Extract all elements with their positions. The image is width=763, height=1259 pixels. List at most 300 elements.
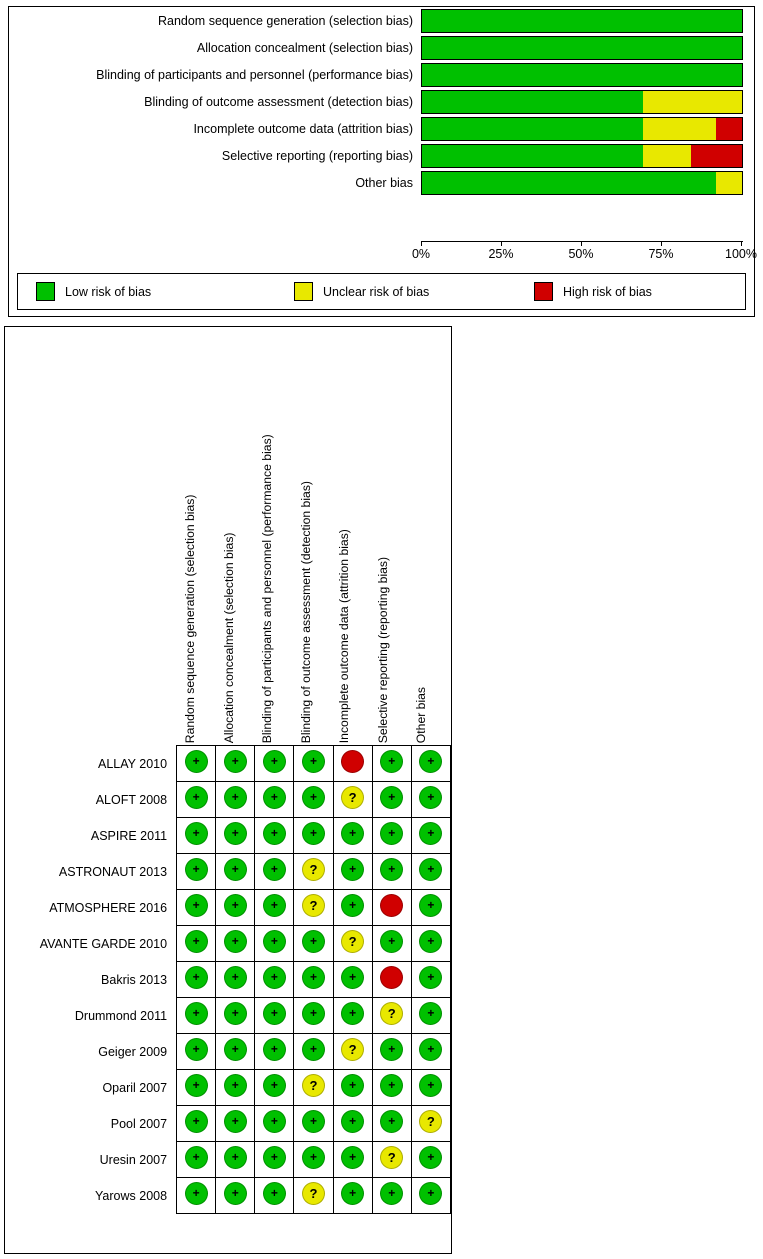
judgement-low-icon [419,1038,442,1061]
grid-cell [411,962,450,998]
judgement-glyph: − [387,969,396,985]
grid-cell [333,1070,372,1106]
judgement-low-icon [419,1182,442,1205]
judgement-low-icon [302,750,325,773]
judgement-glyph: + [349,1078,357,1092]
judgement-glyph: + [427,1006,435,1020]
grid-cell [333,746,372,782]
judgement-unclear-icon [302,894,325,917]
judgement-glyph: + [231,1150,239,1164]
grid-column-header [364,335,403,747]
judgement-low-icon [224,786,247,809]
judgement-low-icon [380,822,403,845]
risk-of-bias-grid [5,745,451,1214]
grid-row-label-cell [5,1034,177,1070]
grid-cell [255,890,294,926]
grid-cell [372,782,411,818]
grid-cell [372,962,411,998]
judgement-low-icon [302,786,325,809]
judgement-low-icon [224,1146,247,1169]
judgement-low-icon [185,966,208,989]
bar-row [9,34,754,61]
grid-column-header-label: Blinding of participants and personnel (performance bias) [260,434,275,743]
grid-column-header-label: Allocation concealment (selection bias) [221,532,236,743]
bar-row [9,169,754,196]
judgement-glyph: + [231,1186,239,1200]
risk-of-bias-grid-panel [4,326,452,1254]
judgement-high-icon [380,894,403,917]
grid-row-label-cell [5,746,177,782]
grid-row-label: ASTRONAUT 2013 [58,864,168,879]
judgement-low-icon [224,930,247,953]
grid-cell [372,818,411,854]
grid-cell [411,782,450,818]
judgement-low-icon [224,1110,247,1133]
grid-cell [255,1034,294,1070]
judgement-glyph: + [231,934,239,948]
judgement-low-icon [185,894,208,917]
judgement-low-icon [224,1038,247,1061]
grid-cell [255,854,294,890]
grid-cell [255,926,294,962]
legend-item [534,282,734,301]
judgement-glyph: ? [348,933,357,949]
bar-segment-unclear [643,145,691,167]
judgement-low-icon [185,1110,208,1133]
legend-swatch-high [534,282,553,301]
table-row [5,854,451,890]
grid-row-label-cell [5,1106,177,1142]
table-row [5,1178,451,1214]
judgement-low-icon [224,894,247,917]
judgement-glyph: + [192,826,200,840]
bar-track [421,171,743,195]
bar-row [9,61,754,88]
grid-row-label: Drummond 2011 [74,1008,168,1023]
judgement-glyph: + [270,790,278,804]
grid-cell [255,1106,294,1142]
axis-tick-label: 25% [488,247,514,261]
axis-tick [421,241,422,246]
grid-column-header [171,335,210,747]
judgement-glyph: + [270,1186,278,1200]
grid-row-label-cell [5,1178,177,1214]
grid-column-header-label: Incomplete outcome data (attrition bias) [337,528,352,743]
judgement-glyph: − [348,753,357,769]
judgement-glyph: + [231,1114,239,1128]
judgement-low-icon [302,1146,325,1169]
judgement-low-icon [380,858,403,881]
judgement-glyph: + [427,862,435,876]
grid-cell [255,1178,294,1214]
judgement-low-icon [380,1074,403,1097]
judgement-low-icon [419,750,442,773]
judgement-glyph: + [192,754,200,768]
judgement-low-icon [302,1110,325,1133]
judgement-glyph: + [349,1186,357,1200]
judgement-glyph: + [192,1186,200,1200]
bar-segment-unclear [643,91,742,113]
grid-cell [255,998,294,1034]
judgement-low-icon [224,1002,247,1025]
grid-cell [216,1070,255,1106]
judgement-unclear-icon [302,1182,325,1205]
judgement-low-icon [185,1038,208,1061]
grid-cell [294,1106,333,1142]
judgement-low-icon [341,966,364,989]
grid-cell [294,854,333,890]
judgement-glyph: + [231,1042,239,1056]
table-row [5,926,451,962]
judgement-glyph: + [231,1078,239,1092]
judgement-glyph: + [309,970,317,984]
judgement-low-icon [224,858,247,881]
bar-row-label: Selective reporting (reporting bias) [221,148,413,163]
bar-track [421,117,743,141]
legend-swatch-low [36,282,55,301]
judgement-glyph: + [388,1042,396,1056]
bar-row-label: Random sequence generation (selection bias) [157,13,413,28]
grid-cell [255,782,294,818]
grid-cell [177,746,216,782]
grid-row-label-cell [5,782,177,818]
bar-row-label: Blinding of outcome assessment (detection bias) [144,94,413,109]
grid-row-label-cell [5,854,177,890]
bar-row-label: Incomplete outcome data (attrition bias) [193,121,413,136]
judgement-low-icon [224,822,247,845]
table-row [5,782,451,818]
judgement-glyph: + [388,826,396,840]
bar-segment-low [422,91,643,113]
bar-track [421,63,743,87]
grid-cell [372,1034,411,1070]
stacked-bar-chart [9,7,754,239]
judgement-low-icon [263,1074,286,1097]
grid-column-header-label: Blinding of outcome assessment (detection bias) [298,480,313,743]
grid-cell [216,926,255,962]
grid-cell [372,1142,411,1178]
grid-row-label-cell [5,1070,177,1106]
grid-column-header-label: Random sequence generation (selection bias) [183,494,198,743]
judgement-low-icon [419,786,442,809]
grid-cell [372,1106,411,1142]
bar-track [421,90,743,114]
grid-row-label: ALLAY 2010 [98,756,168,771]
grid-cell [255,746,294,782]
grid-cell [411,1034,450,1070]
grid-cell [372,854,411,890]
judgement-glyph: + [270,1078,278,1092]
grid-cell [294,890,333,926]
judgement-glyph: + [388,790,396,804]
judgement-glyph: + [349,862,357,876]
grid-cell [411,998,450,1034]
judgement-glyph: ? [309,897,318,913]
grid-cell [216,746,255,782]
grid-row-label: Geiger 2009 [98,1044,168,1059]
judgement-low-icon [419,894,442,917]
judgement-glyph: ? [309,1185,318,1201]
table-row [5,962,451,998]
table-row [5,746,451,782]
grid-cell [333,962,372,998]
table-row [5,1034,451,1070]
table-row [5,818,451,854]
judgement-glyph: + [231,754,239,768]
judgement-low-icon [341,1074,364,1097]
judgement-glyph: + [231,898,239,912]
judgement-low-icon [263,894,286,917]
judgement-glyph: ? [309,1077,318,1093]
bar-segment-low [422,64,742,86]
judgement-glyph: + [192,1114,200,1128]
bar-row [9,115,754,142]
judgement-low-icon [185,750,208,773]
judgement-glyph: + [349,1006,357,1020]
judgement-glyph: + [270,970,278,984]
grid-cell [333,1142,372,1178]
table-row [5,998,451,1034]
judgement-unclear-icon [341,786,364,809]
grid-cell [411,890,450,926]
grid-cell [216,782,255,818]
legend-label: Unclear risk of bias [323,284,430,299]
grid-cell [333,818,372,854]
judgement-glyph: + [270,898,278,912]
bar-row [9,142,754,169]
grid-cell [216,1142,255,1178]
judgement-glyph: + [270,1042,278,1056]
judgement-low-icon [302,822,325,845]
judgement-low-icon [302,930,325,953]
judgement-low-icon [263,930,286,953]
judgement-glyph: + [388,754,396,768]
judgement-glyph: + [427,1150,435,1164]
judgement-low-icon [263,1002,286,1025]
judgement-glyph: + [309,1042,317,1056]
judgement-low-icon [263,1038,286,1061]
judgement-glyph: + [388,1186,396,1200]
judgement-glyph: + [270,1114,278,1128]
judgement-glyph: + [192,1006,200,1020]
grid-cell [411,1070,450,1106]
judgement-glyph: ? [426,1113,435,1129]
grid-cell [294,962,333,998]
judgement-glyph: + [309,1114,317,1128]
grid-cell [294,1070,333,1106]
legend-label: High risk of bias [563,284,652,299]
grid-column-header [248,335,287,747]
bar-segment-unclear [643,118,717,140]
judgement-glyph: ? [348,1041,357,1057]
axis-tick-label: 75% [648,247,674,261]
bar-segment-low [422,118,643,140]
judgement-glyph: + [270,826,278,840]
judgement-low-icon [380,1110,403,1133]
judgement-glyph: + [349,898,357,912]
judgement-glyph: + [192,1042,200,1056]
grid-row-label: Yarows 2008 [95,1188,168,1203]
judgement-low-icon [263,1110,286,1133]
judgement-glyph: + [427,1042,435,1056]
judgement-low-icon [302,966,325,989]
grid-cell [294,998,333,1034]
judgement-glyph: + [231,790,239,804]
judgement-low-icon [224,1182,247,1205]
judgement-low-icon [380,1038,403,1061]
grid-cell [177,1178,216,1214]
judgement-low-icon [185,1074,208,1097]
grid-row-label-cell [5,1142,177,1178]
judgement-glyph: + [231,970,239,984]
grid-cell [333,1106,372,1142]
judgement-low-icon [263,786,286,809]
grid-cell [372,746,411,782]
judgement-glyph: + [270,862,278,876]
legend-label: Low risk of bias [65,284,152,299]
judgement-glyph: + [349,826,357,840]
grid-cell [372,1178,411,1214]
judgement-glyph: + [349,970,357,984]
grid-column-header-label: Selective reporting (reporting bias) [375,556,390,743]
judgement-unclear-icon [419,1110,442,1133]
judgement-glyph: + [388,862,396,876]
judgement-glyph: + [309,1006,317,1020]
grid-row-label-cell [5,890,177,926]
judgement-low-icon [419,1002,442,1025]
axis-tick [661,241,662,246]
judgement-low-icon [185,822,208,845]
grid-cell [216,1034,255,1070]
grid-column-header [402,335,441,747]
legend-item [294,282,534,301]
grid-cell [333,1178,372,1214]
bar-track [421,9,743,33]
judgement-glyph: + [427,934,435,948]
grid-cell [411,746,450,782]
grid-cell [333,854,372,890]
bar-row [9,7,754,34]
judgement-glyph: + [231,1006,239,1020]
grid-cell [411,1178,450,1214]
grid-column-headers [171,335,443,747]
judgement-glyph: ? [387,1005,396,1021]
grid-cell [177,926,216,962]
grid-column-header [287,335,326,747]
grid-cell [255,962,294,998]
judgement-glyph: + [192,934,200,948]
judgement-glyph: + [231,826,239,840]
grid-cell [177,1106,216,1142]
grid-cell [216,854,255,890]
grid-row-label: Bakris 2013 [101,972,168,987]
grid-column-header [210,335,249,747]
grid-row-label-cell [5,998,177,1034]
judgement-low-icon [341,1110,364,1133]
judgement-glyph: + [427,898,435,912]
grid-cell [411,818,450,854]
grid-cell [177,1034,216,1070]
bar-track [421,144,743,168]
judgement-low-icon [341,1002,364,1025]
axis-line [421,241,743,242]
judgement-high-icon [380,966,403,989]
bar-row-label: Other bias [355,175,413,190]
grid-cell [216,818,255,854]
judgement-low-icon [185,1002,208,1025]
chart-legend [17,273,746,310]
judgement-glyph: + [427,1078,435,1092]
judgement-low-icon [419,1074,442,1097]
judgement-unclear-icon [302,858,325,881]
grid-cell [411,926,450,962]
grid-row-label: Oparil 2007 [102,1080,168,1095]
bar-segment-low [422,10,742,32]
x-axis [411,241,757,271]
grid-cell [372,926,411,962]
grid-cell [216,998,255,1034]
grid-cell [255,1142,294,1178]
judgement-low-icon [341,822,364,845]
judgement-glyph: + [309,934,317,948]
judgement-low-icon [341,858,364,881]
judgement-low-icon [419,858,442,881]
judgement-glyph: + [309,754,317,768]
judgement-low-icon [185,1146,208,1169]
judgement-glyph: + [192,970,200,984]
judgement-low-icon [419,1146,442,1169]
grid-cell [177,1070,216,1106]
grid-cell [177,1142,216,1178]
bar-row-label: Allocation concealment (selection bias) [196,40,413,55]
judgement-unclear-icon [380,1146,403,1169]
bar-row [9,88,754,115]
judgement-glyph: + [388,1114,396,1128]
grid-row-label: ATMOSPHERE 2016 [49,900,168,915]
grid-cell [411,1106,450,1142]
grid-cell [294,926,333,962]
grid-cell [372,998,411,1034]
grid-row-label-cell [5,926,177,962]
judgement-high-icon [341,750,364,773]
grid-cell [333,890,372,926]
grid-cell [177,818,216,854]
grid-row-label: Pool 2007 [110,1116,168,1131]
judgement-glyph: + [192,862,200,876]
axis-tick-label: 100% [725,247,757,261]
judgement-glyph: + [309,826,317,840]
grid-cell [372,890,411,926]
judgement-low-icon [185,1182,208,1205]
judgement-low-icon [263,1182,286,1205]
grid-cell [294,782,333,818]
judgement-glyph: + [309,1150,317,1164]
judgement-glyph: + [270,754,278,768]
grid-cell [294,1178,333,1214]
grid-cell [294,746,333,782]
judgement-glyph: + [231,862,239,876]
bar-row-label: Blinding of participants and personnel (performance bias) [96,67,413,82]
grid-cell [177,890,216,926]
grid-row-label: ASPIRE 2011 [90,828,168,843]
judgement-low-icon [263,750,286,773]
grid-cell [333,1034,372,1070]
judgement-low-icon [263,1146,286,1169]
judgement-low-icon [185,930,208,953]
judgement-glyph: + [309,790,317,804]
judgement-glyph: + [192,1150,200,1164]
bar-segment-high [691,145,742,167]
